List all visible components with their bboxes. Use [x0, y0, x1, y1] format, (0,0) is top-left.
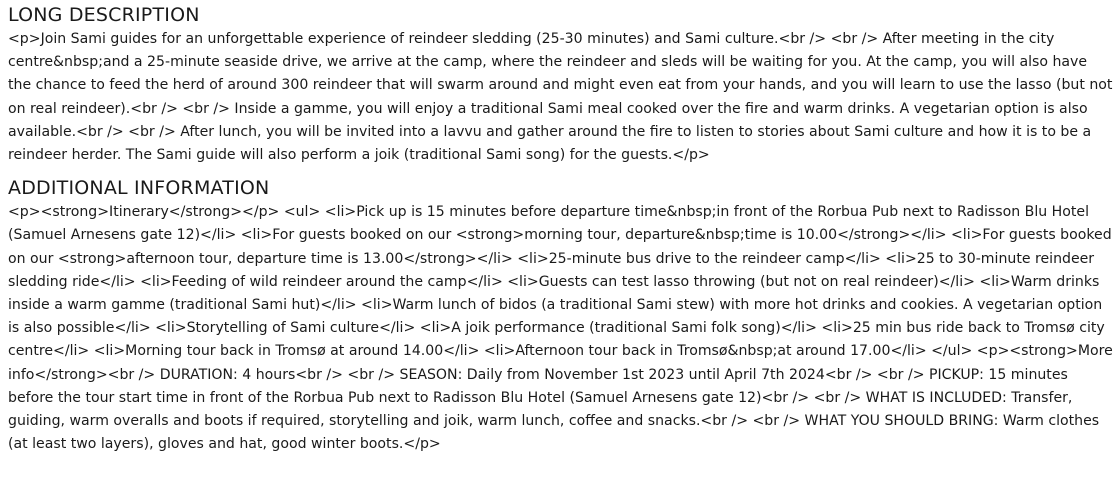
additional-information-body: <p><strong>Itinerary</strong></p> <ul> <li>Pick up is 15 minutes before departure time&nbsp;in front of the Rorbua Pub next to Radisson Blu Hotel (Samuel Arnesens gate 12)</li> <li>For guests booked on our <strong>morning tour, departure&nbsp;time is 10.00</strong></li> <li>For guests booked on our <strong>afternoon tour, departure time is 13.00</strong></li> <li>25-minute bus drive to the reindeer camp</li> <li>25 to 30-minute reindeer sledding ride</li> <li>Feeding of wild reindeer around the camp</li> <li>Guests can test lasso throwing (but not on real reindeer)</li> <li>Warm drinks inside a warm gamme (traditional Sami hut)</li> <li>Warm lunch of bidos (a traditional Sami stew) with more hot drinks and cookies. A vegetarian option is also possible</li> <li>Storytelling of Sami culture</li> <li>A joik performance (traditional Sami folk song)</li> <li>25 min bus ride back to Tromsø city centre</li> <li>Morning tour back in Tromsø at around 14.00</li> <li>Afternoon tour back in Tromsø&nbsp;at around 17.00</li> </ul> <p><strong>More info</strong><br /> DURATION: 4 hours<br /> <br /> SEASON: Daily from November 1st 2023 until April 7th 2024<br /> <br /> PICKUP: 15 minutes before the tour start time in front of the Rorbua Pub next to Radisson Blu Hotel (Samuel Arnesens gate 12)<br /> <br /> WHAT IS INCLUDED: Transfer, guiding, warm overalls and boots if required, storytelling and joik, warm lunch, coffee and snacks.<br /> <br /> WHAT YOU SHOULD BRING: Warm clothes (at least two layers), gloves and hat, good winter boots.</p>: [8, 204, 1113, 453]
long-description-title: LONG DESCRIPTION: [8, 4, 200, 26]
long-description-body: <p>Join Sami guides for an unforgettable experience of reindeer sledding (25-30 minutes) and Sami culture.<br /> <br /> After meeting in the city centre&nbsp;and a 25-minute seaside drive, we arrive at the camp, where the reindeer and sleds will be waiting for you. At the camp, you will also have the chance to feed the herd of around 300 reindeer that will swarm around and might even eat from your hands, and you will learn to use the lasso (but not on real reindeer).<br /> <br /> Inside a gamme, you will enjoy a traditional Sami meal cooked over the fire and warm drinks. A vegetarian option is also available.<br /> <br /> After lunch, you will be invited into a lavvu and gather around the fire to listen to stories about Sami culture and how it is to be a reindeer herder. The Sami guide will also perform a joik (traditional Sami song) for the guests.</p>: [8, 31, 1113, 164]
long-description-section: [8, 3, 1114, 167]
additional-information-section: [8, 176, 1114, 456]
additional-information-title: ADDITIONAL INFORMATION: [8, 177, 270, 200]
